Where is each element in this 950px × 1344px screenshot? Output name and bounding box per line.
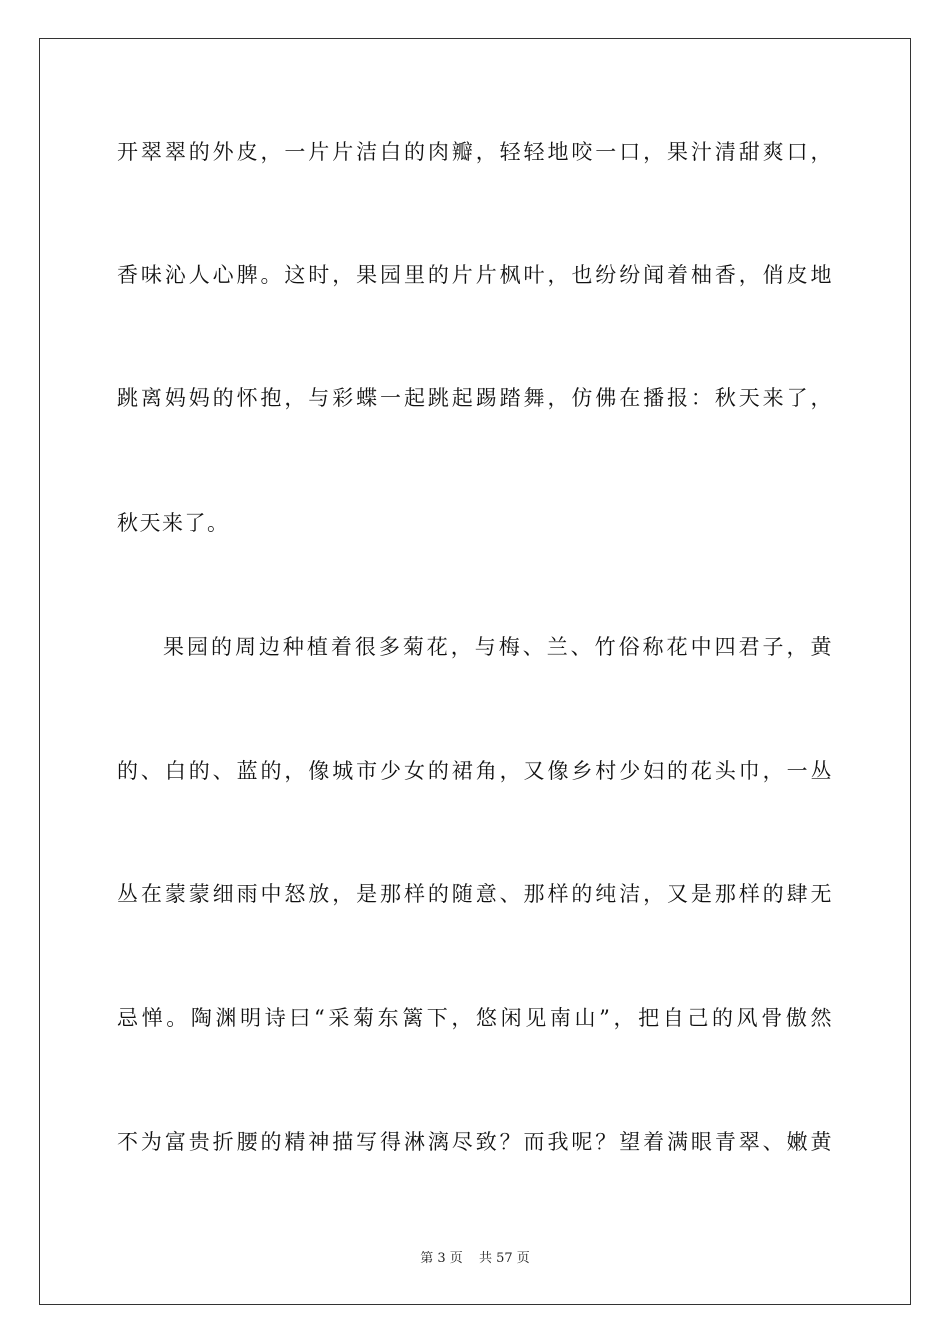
text-line-4: 秋天来了。: [117, 511, 230, 535]
text-line-6: 的、白的、蓝的，像城市少女的裙角，又像乡村少妇的花头巾，一丛: [117, 759, 833, 783]
text-line-5-paragraph-start: 果园的周边种植着很多菊花，与梅、兰、竹俗称花中四君子，黄: [163, 635, 833, 659]
page-total: 共 57 页: [478, 1251, 530, 1266]
text-line-8: 忌惮。陶渊明诗曰“采菊东篱下，悠闲见南山”，把自己的风骨傲然: [117, 1006, 833, 1030]
text-line-1: 开翠翠的外皮，一片片洁白的肉瓣，轻轻地咬一口，果汁清甜爽口，: [117, 140, 833, 164]
page-border: [39, 38, 911, 1305]
page-number: 第 3 页: [420, 1251, 463, 1266]
text-line-7: 丛在蒙蒙细雨中怒放，是那样的随意、那样的纯洁，又是那样的肆无: [117, 882, 833, 906]
page-footer: [0, 1247, 950, 1266]
text-line-2: 香味沁人心脾。这时，果园里的片片枫叶，也纷纷闻着柚香，俏皮地: [117, 263, 833, 287]
text-line-9: 不为富贵折腰的精神描写得淋漓尽致？而我呢？望着满眼青翠、嫩黄: [117, 1130, 833, 1154]
text-line-3: 跳离妈妈的怀抱，与彩蝶一起跳起踢踏舞，仿佛在播报：秋天来了，: [117, 386, 833, 410]
